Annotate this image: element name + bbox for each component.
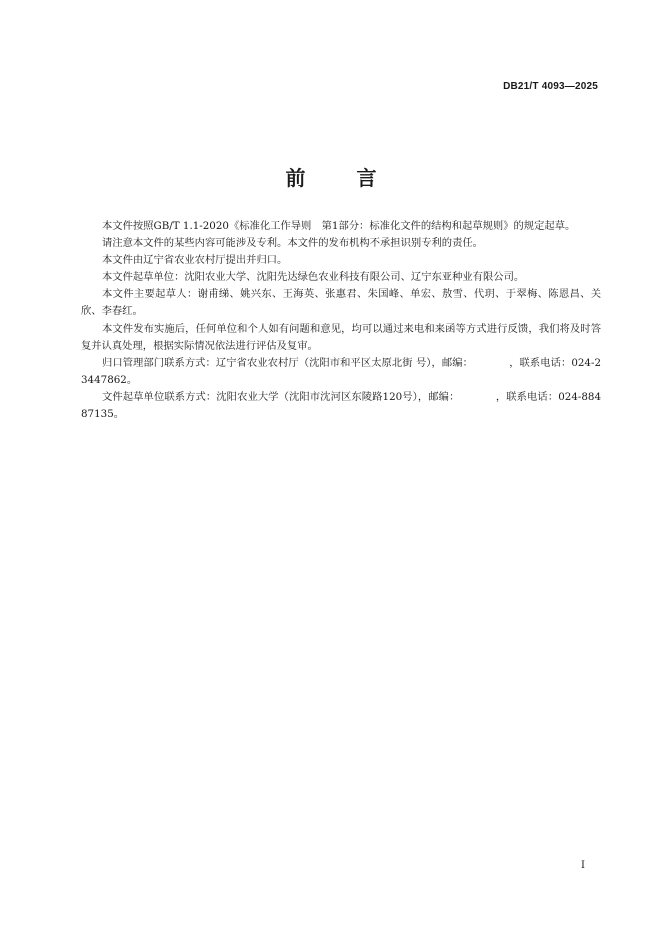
paragraph-drafter-contact: 文件起草单位联系方式：沈阳农业大学（沈阳市沈河区东陵路120号），邮编： ，联系电话：024-88487135。 — [81, 390, 601, 421]
foreword-body — [81, 218, 601, 423]
paragraph-feedback: 本文件发布实施后，任何单位和个人如有问题和意见，均可以通过来电和来函等方式进行反馈，我们将及时答复并认真处理，根据实际情况依法进行评估及复审。 — [81, 322, 601, 352]
paragraph-drafting-rules: 本文件按照GB/T 1.1-2020《标准化工作导则 第1部分：标准化文件的结构和起草规则》的规定起草。 — [102, 220, 576, 232]
page-number: I — [581, 860, 585, 871]
paragraph-proposer: 本文件由辽宁省农业农村厅提出并归口。 — [102, 254, 288, 267]
paragraph-admin-contact: 归口管理部门联系方式：辽宁省农业农村厅（沈阳市和平区太原北街 号），邮编： ，联系电话：024-23447862。 — [81, 356, 601, 386]
section-title: 前 言 — [285, 166, 399, 190]
paragraph-drafters: 本文件主要起草人：谢甫绨、姚兴东、王海英、张惠君、朱国峰、单宏、敖雪、代玥、于翠梅、陈恩昌、关欣、李春红。 — [81, 288, 601, 318]
document-code: DB21/T 4093—2025 — [503, 81, 598, 92]
paragraph-patent-notice: 请注意本文件的某些内容可能涉及专利。本文件的发布机构不承担识别专利的责任。 — [102, 237, 483, 250]
paragraph-drafting-units: 本文件起草单位：沈阳农业大学、沈阳先达绿色农业科技有限公司、辽宁东亚种业有限公司。 — [102, 271, 525, 284]
